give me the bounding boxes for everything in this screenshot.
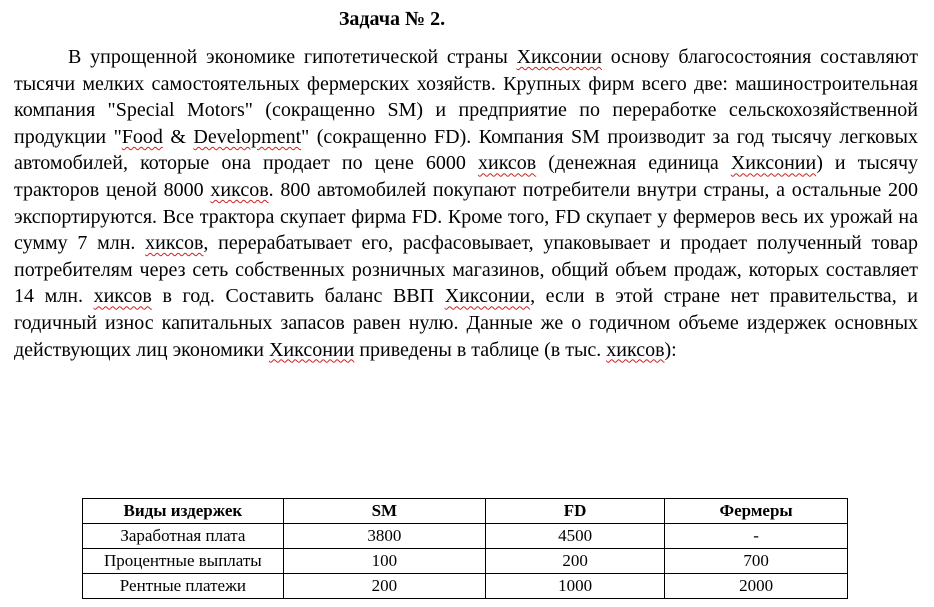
text-segment: (денежная единица [536, 152, 731, 175]
spellcheck-word[interactable]: Хиксонии [444, 285, 531, 308]
cell-farmers: 2000 [665, 574, 848, 599]
cell-fd: 200 [485, 549, 664, 574]
spellcheck-word[interactable]: хиксов [477, 152, 537, 175]
cell-farmers: 700 [665, 549, 848, 574]
table-header-row [83, 499, 848, 524]
costs-table [82, 498, 848, 599]
text-segment: , если в этой стране нет правительства, и годичный износ капитальных запасов равен нулю. Данные же о годичном объеме издержек основных действующих лиц экономики [14, 285, 919, 361]
text-segment: приведены в таблице (в тыс. [354, 338, 607, 361]
cell-fd: 4500 [485, 524, 664, 549]
text-segment: в год. Составить баланс ВВП [151, 285, 445, 308]
text-segment: , перерабатывает его, расфасовывает, упаковывает и продает полученный товар потребителям через сеть собственных розничных магазинов, общий объем продаж, которых составляет 14 млн. [14, 232, 918, 308]
cell-farmers: - [665, 524, 848, 549]
table-row [83, 524, 848, 549]
cell-cost-type: Процентные выплаты [83, 549, 284, 574]
header-sm: SM [283, 499, 485, 524]
spellcheck-word[interactable]: Development [193, 125, 302, 148]
spellcheck-word[interactable]: Хиксонии [268, 338, 355, 361]
spellcheck-word[interactable]: хиксов [606, 338, 665, 361]
text-segment: ): [664, 338, 677, 361]
spellcheck-word[interactable]: хиксов [145, 232, 204, 255]
header-cost-type: Виды издержек [83, 499, 284, 524]
cell-sm: 100 [283, 549, 485, 574]
text-segment: . 800 автомобилей покупают потребители внутри страны, а остальные 200 экспортируются. Все трактора скупает фирма FD. Кроме того, FD скупает у фермеров весь их урожай на сумму 7 млн. [14, 178, 918, 255]
text-segment: В упрощенной экономике гипотетической страны [68, 46, 517, 68]
table-row [83, 574, 848, 599]
header-farmers: Фермеры [665, 499, 848, 524]
spellcheck-word[interactable]: Хиксонии [516, 46, 602, 68]
task-paragraph [14, 44, 918, 363]
cell-fd: 1000 [485, 574, 664, 599]
spellcheck-word[interactable]: Food [121, 125, 163, 148]
text-segment: & [162, 125, 194, 148]
cell-cost-type: Рентные платежи [83, 574, 284, 599]
task-title: Задача № 2. [338, 8, 446, 30]
text-segment: ) и тысячу тракторов ценой 8000 [14, 152, 919, 201]
spellcheck-word[interactable]: хиксов [210, 178, 269, 201]
text-segment: " (сокращенно FD). Компания SM производит за год тысячу легковых автомобилей, которые она продает по цене 6000 [14, 125, 918, 175]
cell-sm: 3800 [283, 524, 485, 549]
spellcheck-word[interactable]: хиксов [93, 285, 152, 308]
cell-cost-type: Заработная плата [83, 524, 284, 549]
spellcheck-word[interactable]: Хиксонии [730, 152, 817, 175]
header-fd: FD [485, 499, 664, 524]
table-row [83, 549, 848, 574]
cell-sm: 200 [283, 574, 485, 599]
text-segment: основу благосостояния составляют тысячи мелких самостоятельных фермерских хозяйств. Крупных фирм всего две: машиностроительная компания "Special Motors" (сокращенно SM) и предприятие по переработке сельскохозяйственной продукции " [14, 46, 918, 148]
